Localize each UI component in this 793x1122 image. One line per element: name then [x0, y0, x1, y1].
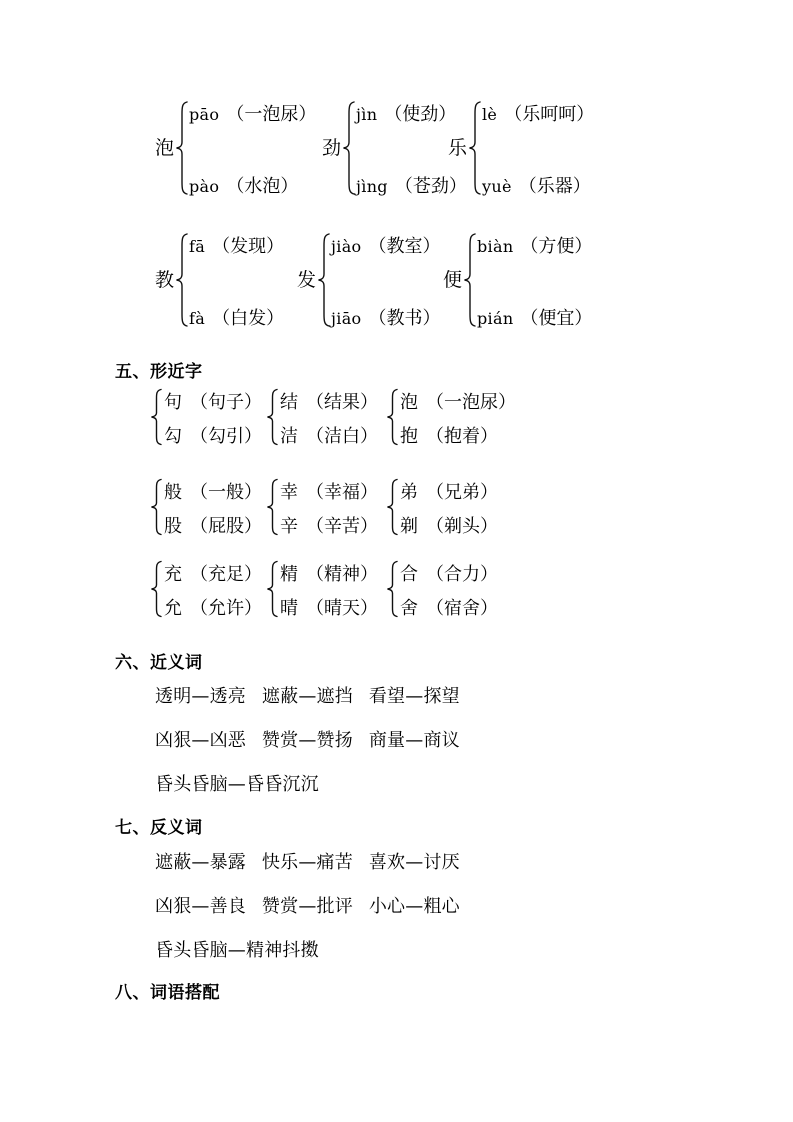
similar-char: 洁 — [280, 426, 298, 447]
similar-char-rows — [398, 560, 498, 618]
similar-char-row — [400, 512, 498, 536]
polyphone-readings — [330, 232, 440, 328]
similar-char-row — [280, 422, 378, 446]
polyphone-char: 便 — [443, 268, 463, 291]
polyphone-char: 泡 — [155, 136, 175, 159]
polyphone-readings — [188, 232, 284, 328]
similar-char-row — [280, 388, 378, 412]
example-word: （辛苦） — [306, 516, 378, 537]
example-word: （一泡尿） — [426, 392, 516, 413]
similar-char-row — [400, 478, 498, 502]
similar-char-row — [400, 560, 498, 584]
similar-char-group — [150, 560, 262, 618]
example-word: （屁股） — [190, 516, 262, 537]
example-word: （充足） — [190, 564, 262, 585]
polyphone-reading — [482, 100, 594, 124]
similar-char-group — [266, 478, 378, 536]
example-word: （勾引） — [190, 426, 262, 447]
similar-char: 勾 — [164, 426, 182, 447]
pinyin: jiào — [331, 237, 362, 256]
polyphone-char: 劲 — [322, 136, 342, 159]
similar-char-row — [280, 512, 378, 536]
example-word: （抱着） — [426, 426, 498, 447]
example-word: （发现） — [212, 236, 285, 257]
example-word: （方便） — [520, 236, 593, 257]
word-pair: 喜欢—讨厌 — [368, 852, 460, 873]
example-word: （教室） — [368, 236, 441, 257]
similar-char-rows — [162, 560, 262, 618]
similar-char: 辛 — [280, 516, 298, 537]
pinyin: pián — [477, 309, 514, 328]
similar-char-group — [266, 388, 378, 446]
similar-char-rows — [278, 560, 378, 618]
similar-char-rows — [398, 478, 498, 536]
section-heading-six: 六、近义词 — [115, 653, 203, 673]
word-pair: 赞赏—赞扬 — [261, 730, 353, 751]
similar-char: 剃 — [400, 516, 418, 537]
example-word: （乐呵呵） — [504, 104, 595, 125]
example-word: （剃头） — [426, 516, 498, 537]
pinyin: fà — [189, 309, 206, 328]
similar-char-row — [164, 512, 262, 536]
similar-char-row — [164, 388, 262, 412]
pinyin: pào — [189, 177, 220, 196]
brace-icon — [150, 560, 162, 618]
similar-char: 般 — [164, 482, 182, 503]
word-pair: 看望—探望 — [368, 686, 460, 707]
polyphone-reading — [477, 304, 592, 328]
similar-char-rows — [162, 478, 262, 536]
polyphone-reading — [189, 304, 284, 328]
similar-char-group — [150, 478, 262, 536]
pinyin: jìng — [356, 177, 388, 196]
similar-char: 舍 — [400, 598, 418, 619]
similar-char: 充 — [164, 564, 182, 585]
similar-char-row — [164, 560, 262, 584]
polyphone-group-jiao — [155, 232, 284, 328]
word-pair: 透明—透亮 — [155, 686, 246, 707]
polyphone-reading — [331, 304, 440, 328]
pinyin: jìn — [356, 105, 378, 124]
polyphone-reading — [331, 232, 440, 256]
polyphone-reading — [189, 100, 316, 124]
example-word: （结果） — [306, 392, 378, 413]
pinyin: fā — [189, 237, 206, 256]
word-pair: 凶狠—凶恶 — [155, 730, 246, 751]
brace-icon — [468, 100, 481, 196]
example-word: （一般） — [190, 482, 262, 503]
brace-icon — [386, 388, 398, 446]
example-word: （允许） — [190, 598, 262, 619]
polyphone-reading — [477, 232, 592, 256]
synonym-line — [155, 770, 319, 796]
example-word: （晴天） — [306, 598, 378, 619]
synonym-line — [155, 682, 460, 708]
brace-icon — [386, 560, 398, 618]
example-word: （合力） — [426, 564, 498, 585]
similar-char-group — [386, 478, 498, 536]
word-pair: 小心—粗心 — [368, 896, 460, 917]
polyphone-readings — [481, 100, 594, 196]
example-word: （教书） — [368, 308, 441, 329]
polyphone-group-le — [448, 100, 594, 196]
polyphone-reading — [189, 172, 316, 196]
word-pair: 遮蔽—暴露 — [155, 852, 246, 873]
similar-char: 合 — [400, 564, 418, 585]
similar-char: 股 — [164, 516, 182, 537]
polyphone-group-fa — [297, 232, 440, 328]
antonym-line — [155, 892, 460, 918]
example-word: （白发） — [212, 308, 285, 329]
similar-char-group — [266, 560, 378, 618]
similar-char: 泡 — [400, 392, 418, 413]
similar-char-group — [386, 388, 516, 446]
pinyin: jiāo — [331, 309, 362, 328]
polyphone-group-jin — [322, 100, 467, 196]
polyphone-reading — [482, 172, 594, 196]
polyphone-char: 教 — [155, 268, 175, 291]
similar-char-row — [164, 594, 262, 618]
brace-icon — [463, 232, 476, 328]
example-word: （苍劲） — [394, 176, 467, 197]
word-pair: 凶狠—善良 — [155, 896, 246, 917]
example-word: （便宜） — [520, 308, 593, 329]
brace-icon — [266, 478, 278, 536]
section-heading-seven: 七、反义词 — [115, 818, 203, 838]
similar-char-row — [280, 594, 378, 618]
similar-char-rows — [398, 388, 516, 446]
polyphone-group-bian — [443, 232, 592, 328]
example-word: （幸福） — [306, 482, 378, 503]
similar-char-rows — [278, 388, 378, 446]
polyphone-group-pao — [155, 100, 316, 196]
similar-char-row — [400, 422, 516, 446]
similar-char-row — [400, 594, 498, 618]
example-word: （水泡） — [226, 176, 299, 197]
polyphone-readings — [476, 232, 592, 328]
brace-icon — [266, 388, 278, 446]
antonym-line — [155, 848, 460, 874]
word-pair: 商量—商议 — [368, 730, 460, 751]
similar-char: 句 — [164, 392, 182, 413]
example-word: （兄弟） — [426, 482, 498, 503]
word-pair: 昏头昏脑—昏昏沉沉 — [155, 774, 319, 795]
similar-char: 弟 — [400, 482, 418, 503]
similar-char-row — [164, 422, 262, 446]
brace-icon — [150, 478, 162, 536]
brace-icon — [175, 100, 188, 196]
word-pair: 快乐—痛苦 — [261, 852, 353, 873]
example-word: （精神） — [306, 564, 378, 585]
similar-char: 晴 — [280, 598, 298, 619]
polyphone-reading — [189, 232, 284, 256]
example-word: （乐器） — [518, 176, 591, 197]
pinyin: pāo — [189, 105, 220, 124]
similar-char: 允 — [164, 598, 182, 619]
word-pair: 赞赏—批评 — [261, 896, 353, 917]
section-heading-five: 五、形近字 — [115, 362, 203, 382]
antonym-line — [155, 936, 319, 962]
brace-icon — [150, 388, 162, 446]
pinyin: yuè — [482, 177, 512, 196]
example-word: （洁白） — [306, 426, 378, 447]
example-word: （句子） — [190, 392, 262, 413]
similar-char-row — [164, 478, 262, 502]
brace-icon — [317, 232, 330, 328]
similar-char: 幸 — [280, 482, 298, 503]
brace-icon — [266, 560, 278, 618]
word-pair: 遮蔽—遮挡 — [261, 686, 353, 707]
similar-char-group — [386, 560, 498, 618]
similar-char-rows — [162, 388, 262, 446]
polyphone-char: 发 — [297, 268, 317, 291]
synonym-line — [155, 726, 460, 752]
similar-char-group — [150, 388, 262, 446]
similar-char: 精 — [280, 564, 298, 585]
polyphone-readings — [188, 100, 316, 196]
example-word: （使劲） — [384, 104, 457, 125]
brace-icon — [342, 100, 355, 196]
polyphone-char: 乐 — [448, 136, 468, 159]
similar-char-row — [400, 388, 516, 412]
example-word: （一泡尿） — [226, 104, 317, 125]
brace-icon — [386, 478, 398, 536]
similar-char: 结 — [280, 392, 298, 413]
word-pair: 昏头昏脑—精神抖擞 — [155, 940, 319, 961]
pinyin: lè — [482, 105, 498, 124]
similar-char-row — [280, 478, 378, 502]
similar-char-row — [280, 560, 378, 584]
pinyin: biàn — [477, 237, 514, 256]
similar-char: 抱 — [400, 426, 418, 447]
similar-char-rows — [278, 478, 378, 536]
example-word: （宿舍） — [426, 598, 498, 619]
section-heading-eight: 八、词语搭配 — [115, 983, 220, 1003]
brace-icon — [175, 232, 188, 328]
